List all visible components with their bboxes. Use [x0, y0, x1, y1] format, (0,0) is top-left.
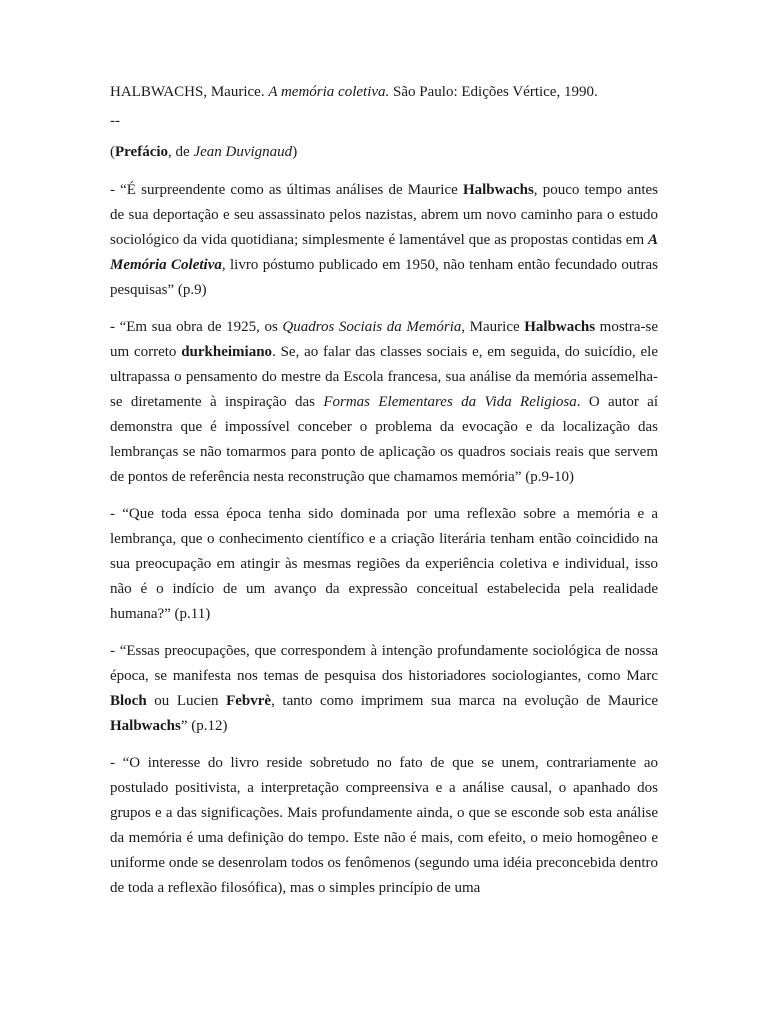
quote-bold: Halbwachs [524, 319, 596, 335]
preface-open-paren: ( [110, 144, 115, 160]
quote-text: mostra-se um correto [110, 319, 658, 360]
citation-author: HALBWACHS, Maurice. [110, 84, 265, 100]
quote-bold: Halbwachs [110, 718, 181, 734]
quote-text: , livro póstumo publicado em 1950, não tenham então fecundado outras pesquisas” (p.9) [110, 257, 658, 298]
quote-text: . Se, ao falar das classes sociais e, em seguida, do suicídio, ele ultrapassa o pensamento do mestre da Escola francesa, sua análise da memória assemelha-se diretamente à inspiração das [110, 344, 659, 410]
quote-text: , tanto como imprimem sua marca na evolução de Maurice [271, 693, 658, 709]
separator: -- [110, 113, 120, 129]
quote-bold: Halbwachs [462, 182, 534, 198]
quote-paragraph-4 [110, 639, 658, 739]
quote-paragraph-1 [110, 178, 658, 303]
citation-publication: São Paulo: Edições Vértice, 1990. [393, 84, 598, 100]
quote-paragraph-5 [110, 751, 658, 901]
quote-bold: Febvrè [226, 693, 272, 709]
citation-title: A memória coletiva. [268, 84, 390, 100]
quote-italic: Formas Elementares da Vida Religiosa [323, 394, 577, 410]
quote-text: - “É surpreendente como as últimas análises de Maurice [110, 182, 463, 198]
quote-text: - “Em sua obra de 1925, os [110, 319, 283, 335]
quote-bold: durkheimiano [181, 344, 273, 360]
preface-close-paren: ) [292, 144, 298, 160]
quote-text: . O autor aí demonstra que é impossível conceber o problema da evocação e da localização das lembranças se não tomarmos para ponto de aplicação os quadros sociais reais que servem de pontos de referência nesta reconstrução que chamamos memória” (p.9-10) [110, 394, 658, 485]
quote-text: , Maurice [461, 319, 525, 335]
quote-text: ou Lucien [146, 693, 227, 709]
quote-bold-italic: A Memória Coletiva [110, 232, 658, 273]
quote-text: - “Essas preocupações, que correspondem à intenção profundamente sociológica de nossa época, se manifesta nos temas de pesquisa dos historiadores sociologiantes, como Marc [110, 643, 658, 684]
preface-by: , de [168, 144, 194, 160]
document-page [110, 80, 658, 913]
quote-paragraph-3 [110, 502, 658, 627]
quote-text: - “O interesse do livro reside sobretudo no fato de que se unem, contrariamente ao postulado positivista, a interpretação compreensiva e a análise causal, o apanhado dos grupos e a das significações. Mais profundamente ainda, o que se esconde sob esta análise da memória é uma definição do tempo. Este não é mais, com efeito, o meio homogêneo e uniforme onde se desenrolam todos os fenômenos (segundo uma idéia preconcebida dentro de toda a reflexão filosófica), mas o simples princípio de uma [110, 755, 658, 896]
quote-text: ” (p.12) [180, 718, 228, 734]
quote-italic: Quadros Sociais da Memória [282, 319, 462, 335]
preface-label: Prefácio [115, 144, 169, 160]
quote-text: - “Que toda essa época tenha sido dominada por uma reflexão sobre a memória e a lembrança, que o conhecimento científico e a criação literária tenham então coincidido na sua preocupação em atingir às mesmas regiões da experiência coletiva e individual, isso não é o indício de um avanço da expressão conceitual estabelecida pela realidade humana?” (p.11) [110, 506, 658, 622]
preface-heading [110, 140, 658, 165]
quote-text: , pouco tempo antes de sua deportação e seu assassinato pelos nazistas, abrem um novo caminho para o estudo sociológico da vida quotidiana; simplesmente é lamentável que as propostas contidas em [110, 182, 658, 248]
quote-paragraph-2 [110, 315, 658, 490]
quote-bold: Bloch [110, 693, 147, 709]
bibliographic-citation [110, 80, 658, 105]
preface-author: Jean Duvignaud [193, 144, 293, 160]
